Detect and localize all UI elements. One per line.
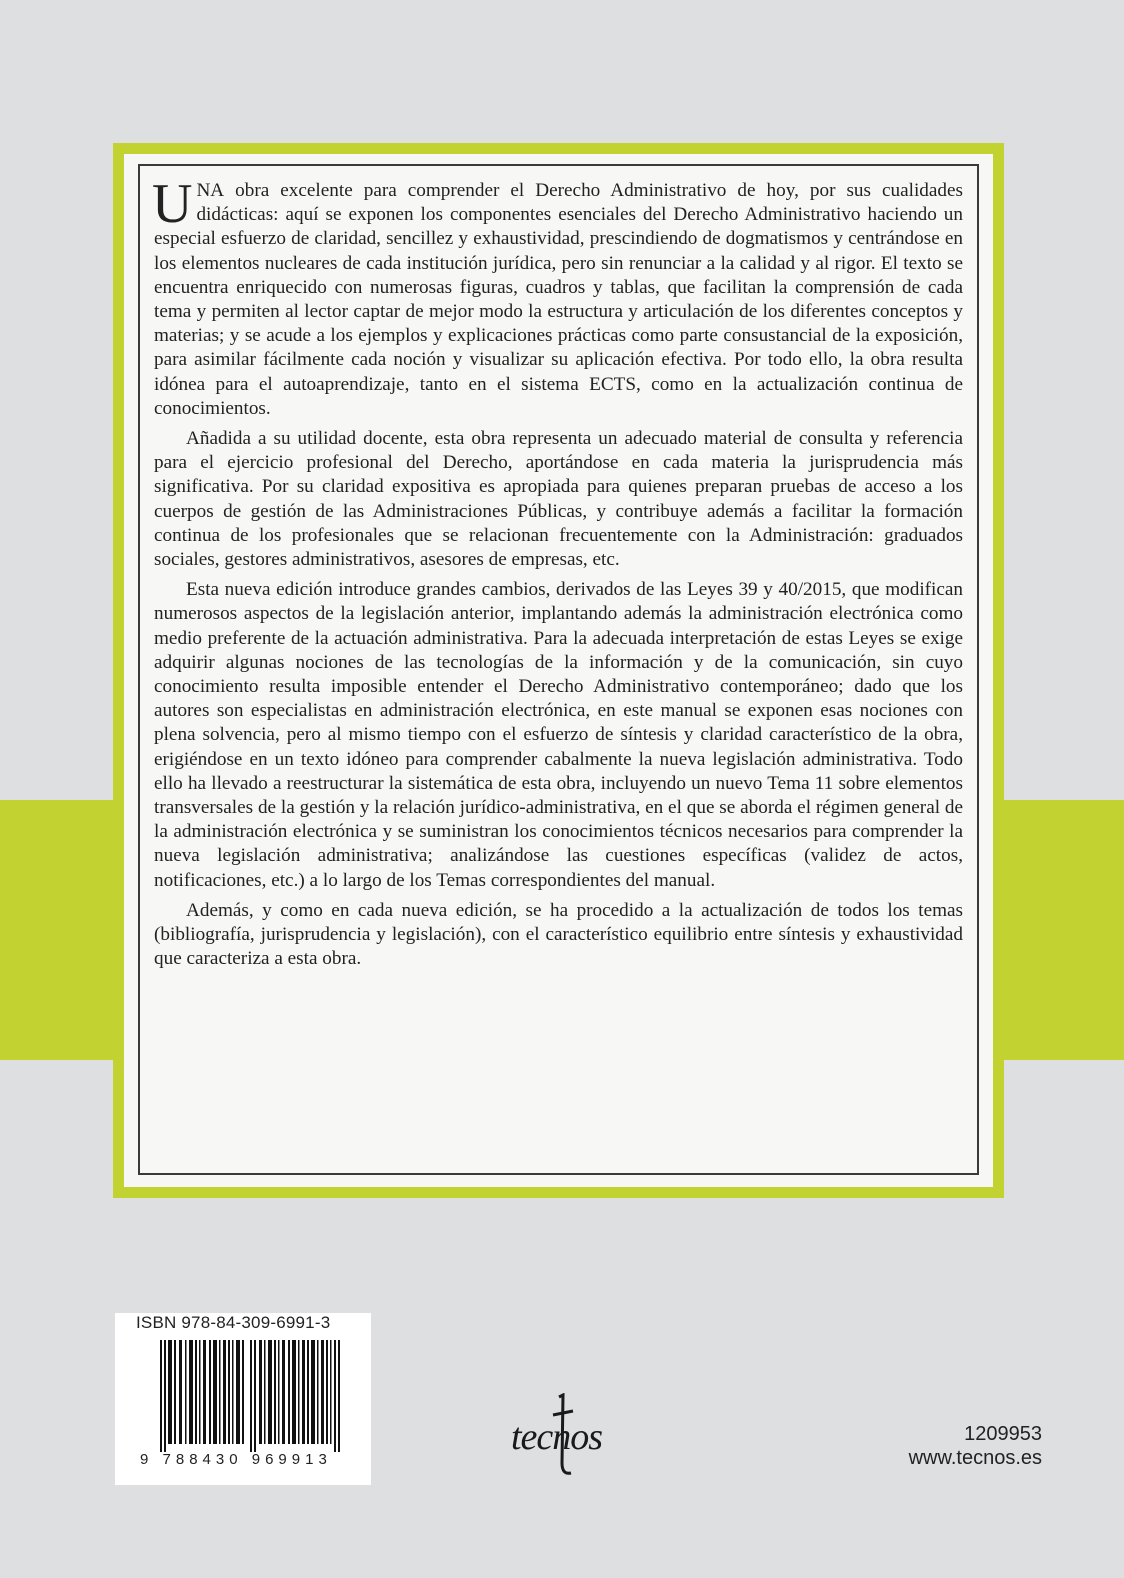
barcode-label — [115, 1313, 371, 1485]
publisher-info — [909, 1422, 1042, 1470]
isbn-text: ISBN 978-84-309-6991-3 — [136, 1313, 331, 1332]
text-panel — [124, 154, 993, 1187]
product-code: 1209953 — [964, 1423, 1042, 1445]
drop-cap: U — [152, 173, 193, 235]
barcode-bars — [160, 1340, 350, 1452]
paragraph-1 — [152, 173, 963, 421]
text-frame — [113, 143, 1004, 1198]
website-link[interactable]: www.tecnos.es — [908, 1447, 1042, 1469]
paragraph-1-text: obra excelente para comprender el Derecho Administrativo de hoy, por sus cualidades didácticas: aquí se exponen los componentes esenciales del Derecho Administrativo haciendo un especial esfuerzo de claridad, sencillez y exhaustividad, prescindiendo de dogmatismos y centrándose en los elementos nucleares de cada institución jurídica, pero sin renunciar a la calidad y al rigor. El texto se encuentra enriquecido con numerosas figuras, cuadros y tablas, que facilitan la comprensión de cada tema y permiten al lector captar de mejor modo la estructura y articulación de los diferentes conceptos y materias; y se acude a los ejemplos y explicaciones prácticas como parte consustancial de la exposición, para asimilar fácilmente cada noción y visualizar su aplicación efectiva. Por todo ello, la obra resulta idónea para el autoaprendizaje, tanto en el sistema ECTS, como en la actualización continua de conocimientos. — [154, 180, 963, 419]
blurb-box — [138, 164, 979, 1175]
paragraph-3: Esta nueva edición introduce grandes cambios, derivados de las Leyes 39 y 40/2015, que modifican numerosos aspectos de la legislación anterior, implantando además la administración electrónica como medio preferente de la actuación administrativa. Para la adecuada interpretación de estas Leyes se exige adquirir algunas nociones de las tecnologías de la información y de la comunicación, sin cuyo conocimiento resulta imposible entender el Derecho Administrativo contemporáneo; dado que los autores son especialistas en administración electrónica, en este manual se exponen esas nociones con plena solvencia, pero al mismo tiempo con el esfuerzo de síntesis y claridad característico de la obra, erigiéndose en un texto idóneo para comprender cabalmente la nueva legislación administrativa. Todo ello ha llevado a reestructurar la sistemática de esta obra, incluyendo un nuevo Tema 11 sobre elementos transversales de la gestión y la relación jurídico-administrativa, en el que se aborda el régimen general de la administración electrónica y se suministran los conocimientos técnicos necesarios para comprender la nueva legislación administrativa; analizándose las cuestiones específicas (validez de actos, notificaciones, etc.) a lo largo de los Temas correspondientes del manual. — [154, 579, 963, 891]
paragraph-1-caps: NA — [196, 180, 225, 201]
paragraph-4: Además, y como en cada nueva edición, se ha procedido a la actualización de todos los temas (bibliografía, jurisprudencia y legislación), con el característico equilibrio entre síntesis y exhaustividad que caracteriza a esta obra. — [154, 899, 963, 970]
tecnos-logo — [505, 1393, 625, 1488]
paragraph-2: Añadida a su utilidad docente, esta obra representa un adecuado material de consulta y referencia para el ejercicio profesional del Derecho, aportándose en cada materia la jurisprudencia más significativa. Por su claridad expositiva es apropiada para quienes preparan pruebas de acceso a los cuerpos de gestión de las Administraciones Públicas, y contribuye además a facilitar la formación continua de los profesionales que se relacionan frecuentemente con la Administración: graduados sociales, gestores administrativos, asesores de empresas, etc. — [154, 428, 963, 571]
barcode-digits: 9 788430 969913 — [140, 1451, 332, 1468]
svg-text:tecnos: tecnos — [511, 1416, 603, 1458]
